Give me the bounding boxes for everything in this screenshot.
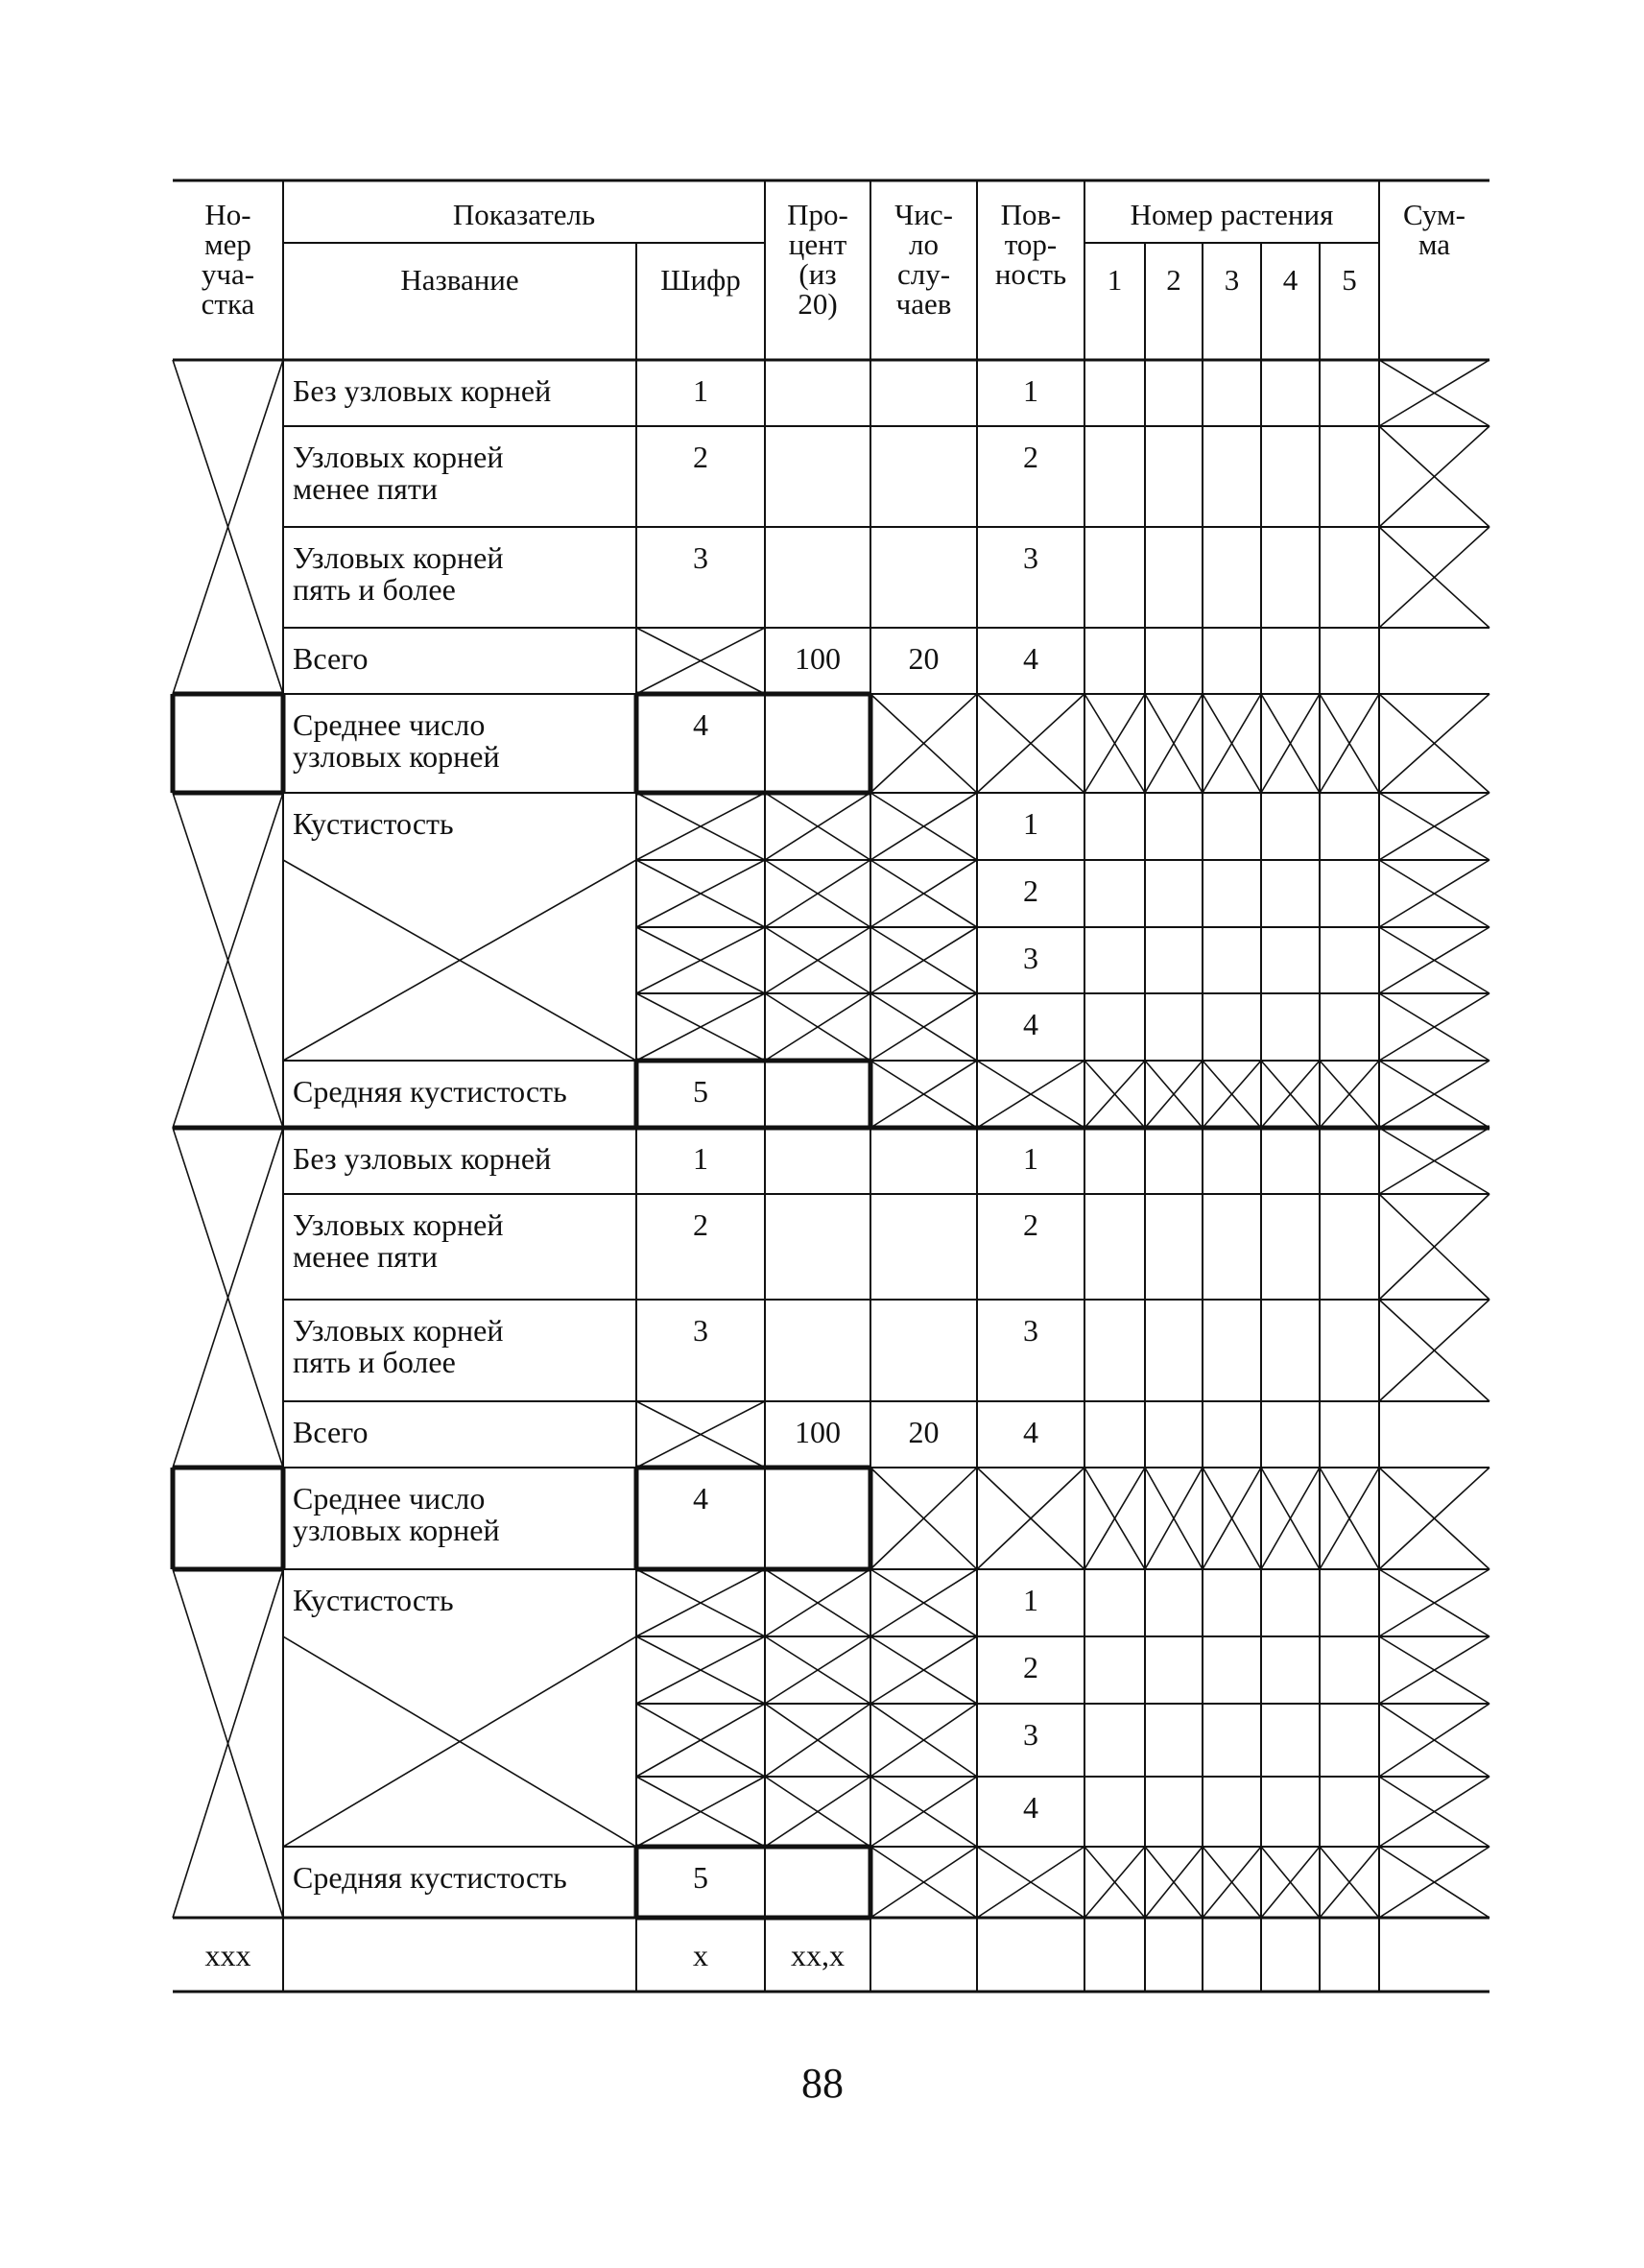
header-plant-2: 2 <box>1166 263 1181 297</box>
header-plant-1: 1 <box>1107 263 1123 297</box>
row-name: Узловых корней <box>293 540 504 575</box>
header-plot-number: стка <box>201 287 255 321</box>
footer-plot: ххх <box>204 1938 251 1972</box>
row-name: Всего <box>293 1415 369 1449</box>
row-code: 2 <box>693 1207 708 1242</box>
header-percent: (из <box>798 257 837 291</box>
header-sum: ма <box>1418 227 1451 261</box>
row-repeat: 2 <box>1023 873 1038 908</box>
row-name: Среднее число <box>293 1481 486 1516</box>
header-plant-3: 3 <box>1224 263 1240 297</box>
header-plot-number: уча- <box>201 257 255 291</box>
row-repeat: 3 <box>1023 1717 1038 1752</box>
row-code: 3 <box>693 1313 708 1348</box>
row-repeat: 3 <box>1023 1313 1038 1348</box>
row-name: Среднее число <box>293 707 486 742</box>
row-repeat: 4 <box>1023 641 1038 676</box>
row-name: узловых корней <box>293 739 500 774</box>
row-name: пять и более <box>293 1345 456 1379</box>
row-name: Узловых корней <box>293 1313 504 1348</box>
row-code: 2 <box>693 440 708 474</box>
row-code: 5 <box>693 1074 708 1109</box>
row-repeat: 2 <box>1023 1207 1038 1242</box>
header-percent: Про- <box>787 198 848 231</box>
row-repeat: 4 <box>1023 1790 1038 1825</box>
header-repeatability: тор- <box>1004 227 1058 261</box>
footer-code: х <box>693 1938 708 1972</box>
header-plant-4: 4 <box>1282 263 1299 297</box>
row-name: Без узловых корней <box>293 1141 552 1176</box>
row-name: менее пяти <box>293 471 438 506</box>
header-case-count: слу- <box>896 257 951 291</box>
header-plant-number: Номер растения <box>1130 198 1334 231</box>
row-repeat: 2 <box>1023 1650 1038 1684</box>
row-name: пять и более <box>293 572 456 607</box>
header-percent: цент <box>788 227 847 261</box>
row-percent: 100 <box>795 641 841 676</box>
header-case-count: Чис- <box>894 198 953 231</box>
row-code: 5 <box>693 1860 708 1895</box>
header-plot-number: мер <box>204 227 251 261</box>
header-repeatability: Пов- <box>1000 198 1061 231</box>
header-indicator: Показатель <box>452 198 596 231</box>
row-code: 1 <box>693 1141 708 1176</box>
row-percent: 100 <box>795 1415 841 1449</box>
header-repeatability: ность <box>994 257 1067 291</box>
row-name: Всего <box>293 641 369 676</box>
header-plant-5: 5 <box>1342 263 1357 297</box>
header-case-count: чаев <box>895 287 952 321</box>
header-sum: Сум- <box>1403 198 1465 231</box>
row-name: Узловых корней <box>293 1207 504 1242</box>
row-code: 4 <box>693 1481 708 1516</box>
row-name: Без узловых корней <box>293 373 552 408</box>
row-name: узловых корней <box>293 1513 500 1547</box>
row-repeat: 4 <box>1023 1415 1038 1449</box>
header-code: Шифр <box>660 263 741 297</box>
header-plot-number: Но- <box>204 198 251 231</box>
footer-percent: хх,х <box>791 1938 845 1972</box>
row-name: менее пяти <box>293 1239 438 1274</box>
row-repeat: 1 <box>1023 806 1038 841</box>
row-cases: 20 <box>908 641 940 676</box>
table-text <box>202 198 1465 2107</box>
row-name: Кустистость <box>293 806 454 841</box>
row-repeat: 4 <box>1023 1007 1038 1041</box>
row-name: Кустистость <box>293 1583 454 1617</box>
header-case-count: ло <box>909 227 939 261</box>
header-percent: 20) <box>798 287 838 321</box>
row-name: Средняя кустистость <box>293 1860 567 1895</box>
header-name: Название <box>400 263 519 297</box>
row-repeat: 1 <box>1023 1141 1038 1176</box>
row-repeat: 1 <box>1023 373 1038 408</box>
row-repeat: 1 <box>1023 1583 1038 1617</box>
row-repeat: 2 <box>1023 440 1038 474</box>
row-repeat: 3 <box>1023 540 1038 575</box>
row-cases: 20 <box>908 1415 940 1449</box>
row-repeat: 3 <box>1023 941 1038 975</box>
row-name: Средняя кустистость <box>293 1074 567 1109</box>
row-name: Узловых корней <box>293 440 504 474</box>
row-code: 1 <box>693 373 708 408</box>
row-code: 4 <box>693 707 708 742</box>
row-code: 3 <box>693 540 708 575</box>
page-number: 88 <box>801 2060 844 2107</box>
